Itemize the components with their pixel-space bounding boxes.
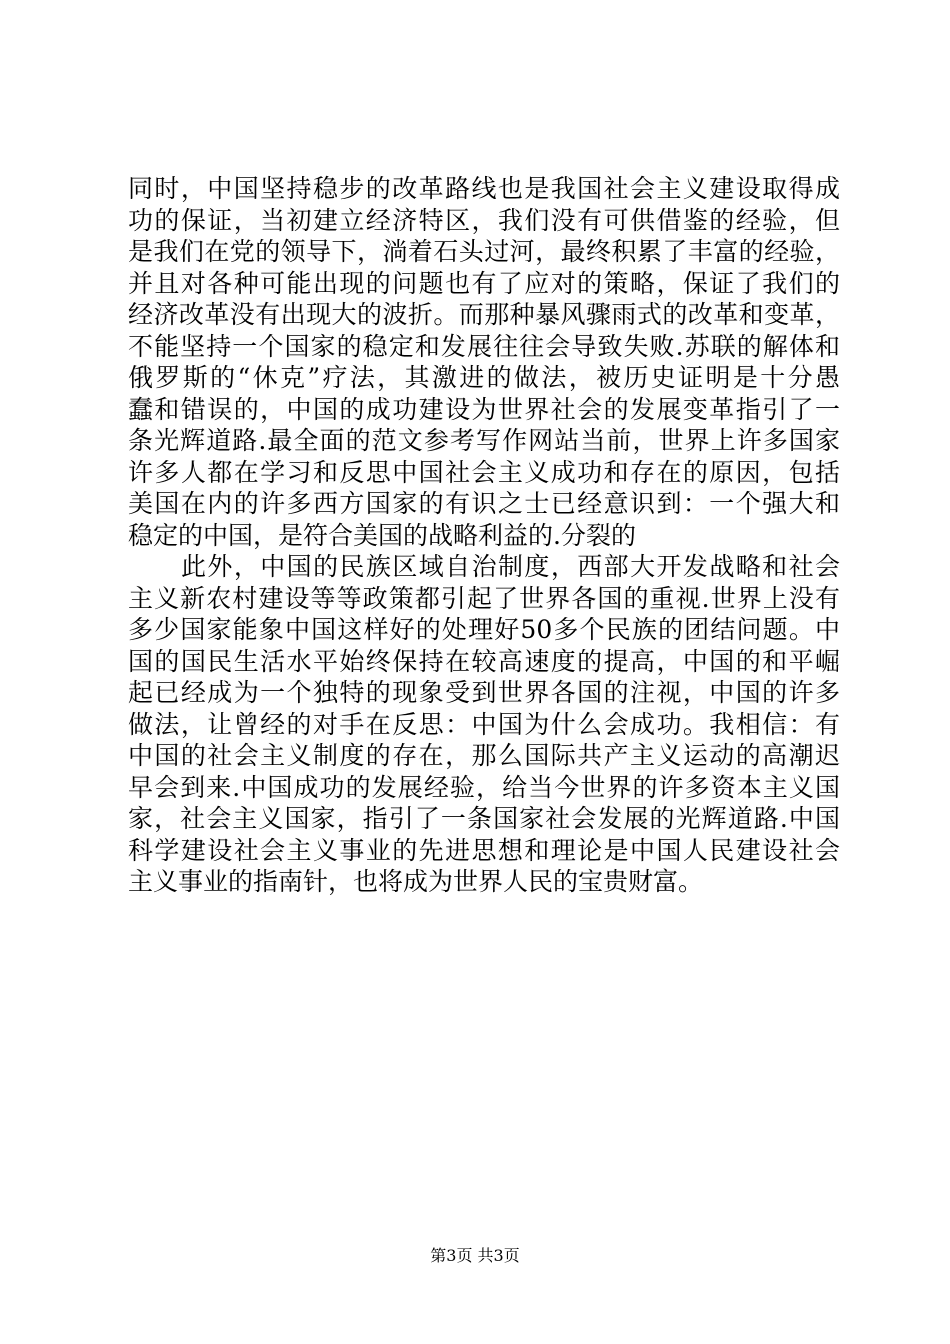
- paragraph-2: [128, 551, 840, 898]
- paragraph-line: 经济改革没有出现大的波折。而那种暴风骤雨式的改革和变革，: [128, 300, 840, 329]
- paragraph-line: 家，社会主义国家，指引了一条国家社会发展的光辉道路.中国: [128, 804, 840, 833]
- paragraph-line: 不能坚持一个国家的稳定和发展往往会导致失败.苏联的解体和: [128, 331, 840, 361]
- paragraph-line: 早会到来.中国成功的发展经验，给当今世界的许多资本主义国: [128, 772, 840, 802]
- paragraph-line: 做法，让曾经的对手在反思：中国为什么会成功。我相信：有: [128, 709, 840, 739]
- paragraph-line: 是我们在党的领导下，淌着石头过河，最终积累了丰富的经验，: [128, 237, 840, 266]
- paragraph-line: 起已经成为一个独特的现象受到世界各国的注视，中国的许多: [128, 678, 840, 707]
- page-number-label: 第3页 共3页: [430, 1246, 520, 1265]
- paragraph-line: 科学建设社会主义事业的先进思想和理论是中国人民建设社会: [128, 835, 840, 865]
- paragraph-line: 多少国家能象中国这样好的处理好50多个民族的团结问题。中: [128, 615, 840, 644]
- paragraph-line: 蠢和错误的，中国的成功建设为世界社会的发展变革指引了一: [128, 394, 840, 424]
- paragraph-line: 中国的社会主义制度的存在，那么国际共产主义运动的高潮迟: [128, 741, 840, 770]
- paragraph-line: 主义新农村建设等等政策都引起了世界各国的重视.世界上没有: [128, 583, 840, 613]
- paragraph-line: 美国在内的许多西方国家的有识之士已经意识到：一个强大和: [128, 489, 840, 518]
- page-footer: [0, 1246, 950, 1266]
- paragraph-1: [128, 173, 840, 551]
- paragraph-line: 稳定的中国，是符合美国的战略利益的.分裂的: [128, 520, 636, 550]
- paragraph-line: 并且对各种可能出现的问题也有了应对的策略，保证了我们的: [128, 268, 840, 298]
- paragraph-line: 主义事业的指南针，也将成为世界人民的宝贵财富。: [128, 867, 704, 896]
- paragraph-line: 功的保证，当初建立经济特区，我们没有可供借鉴的经验，但: [128, 205, 840, 235]
- document-body: [128, 173, 840, 898]
- paragraph-line: 条光辉道路.最全面的范文参考写作网站当前，世界上许多国家: [128, 426, 840, 455]
- paragraph-line: 许多人都在学习和反思中国社会主义成功和存在的原因，包括: [128, 457, 840, 487]
- paragraph-line: 俄罗斯的“休克”疗法，其激进的做法，被历史证明是十分愚: [128, 363, 840, 392]
- paragraph-line: 此外，中国的民族区域自治制度，西部大开发战略和社会: [181, 552, 840, 581]
- paragraph-line: 国的国民生活水平始终保持在较高速度的提高，中国的和平崛: [128, 646, 840, 676]
- paragraph-line: 同时，中国坚持稳步的改革路线也是我国社会主义建设取得成: [128, 174, 840, 203]
